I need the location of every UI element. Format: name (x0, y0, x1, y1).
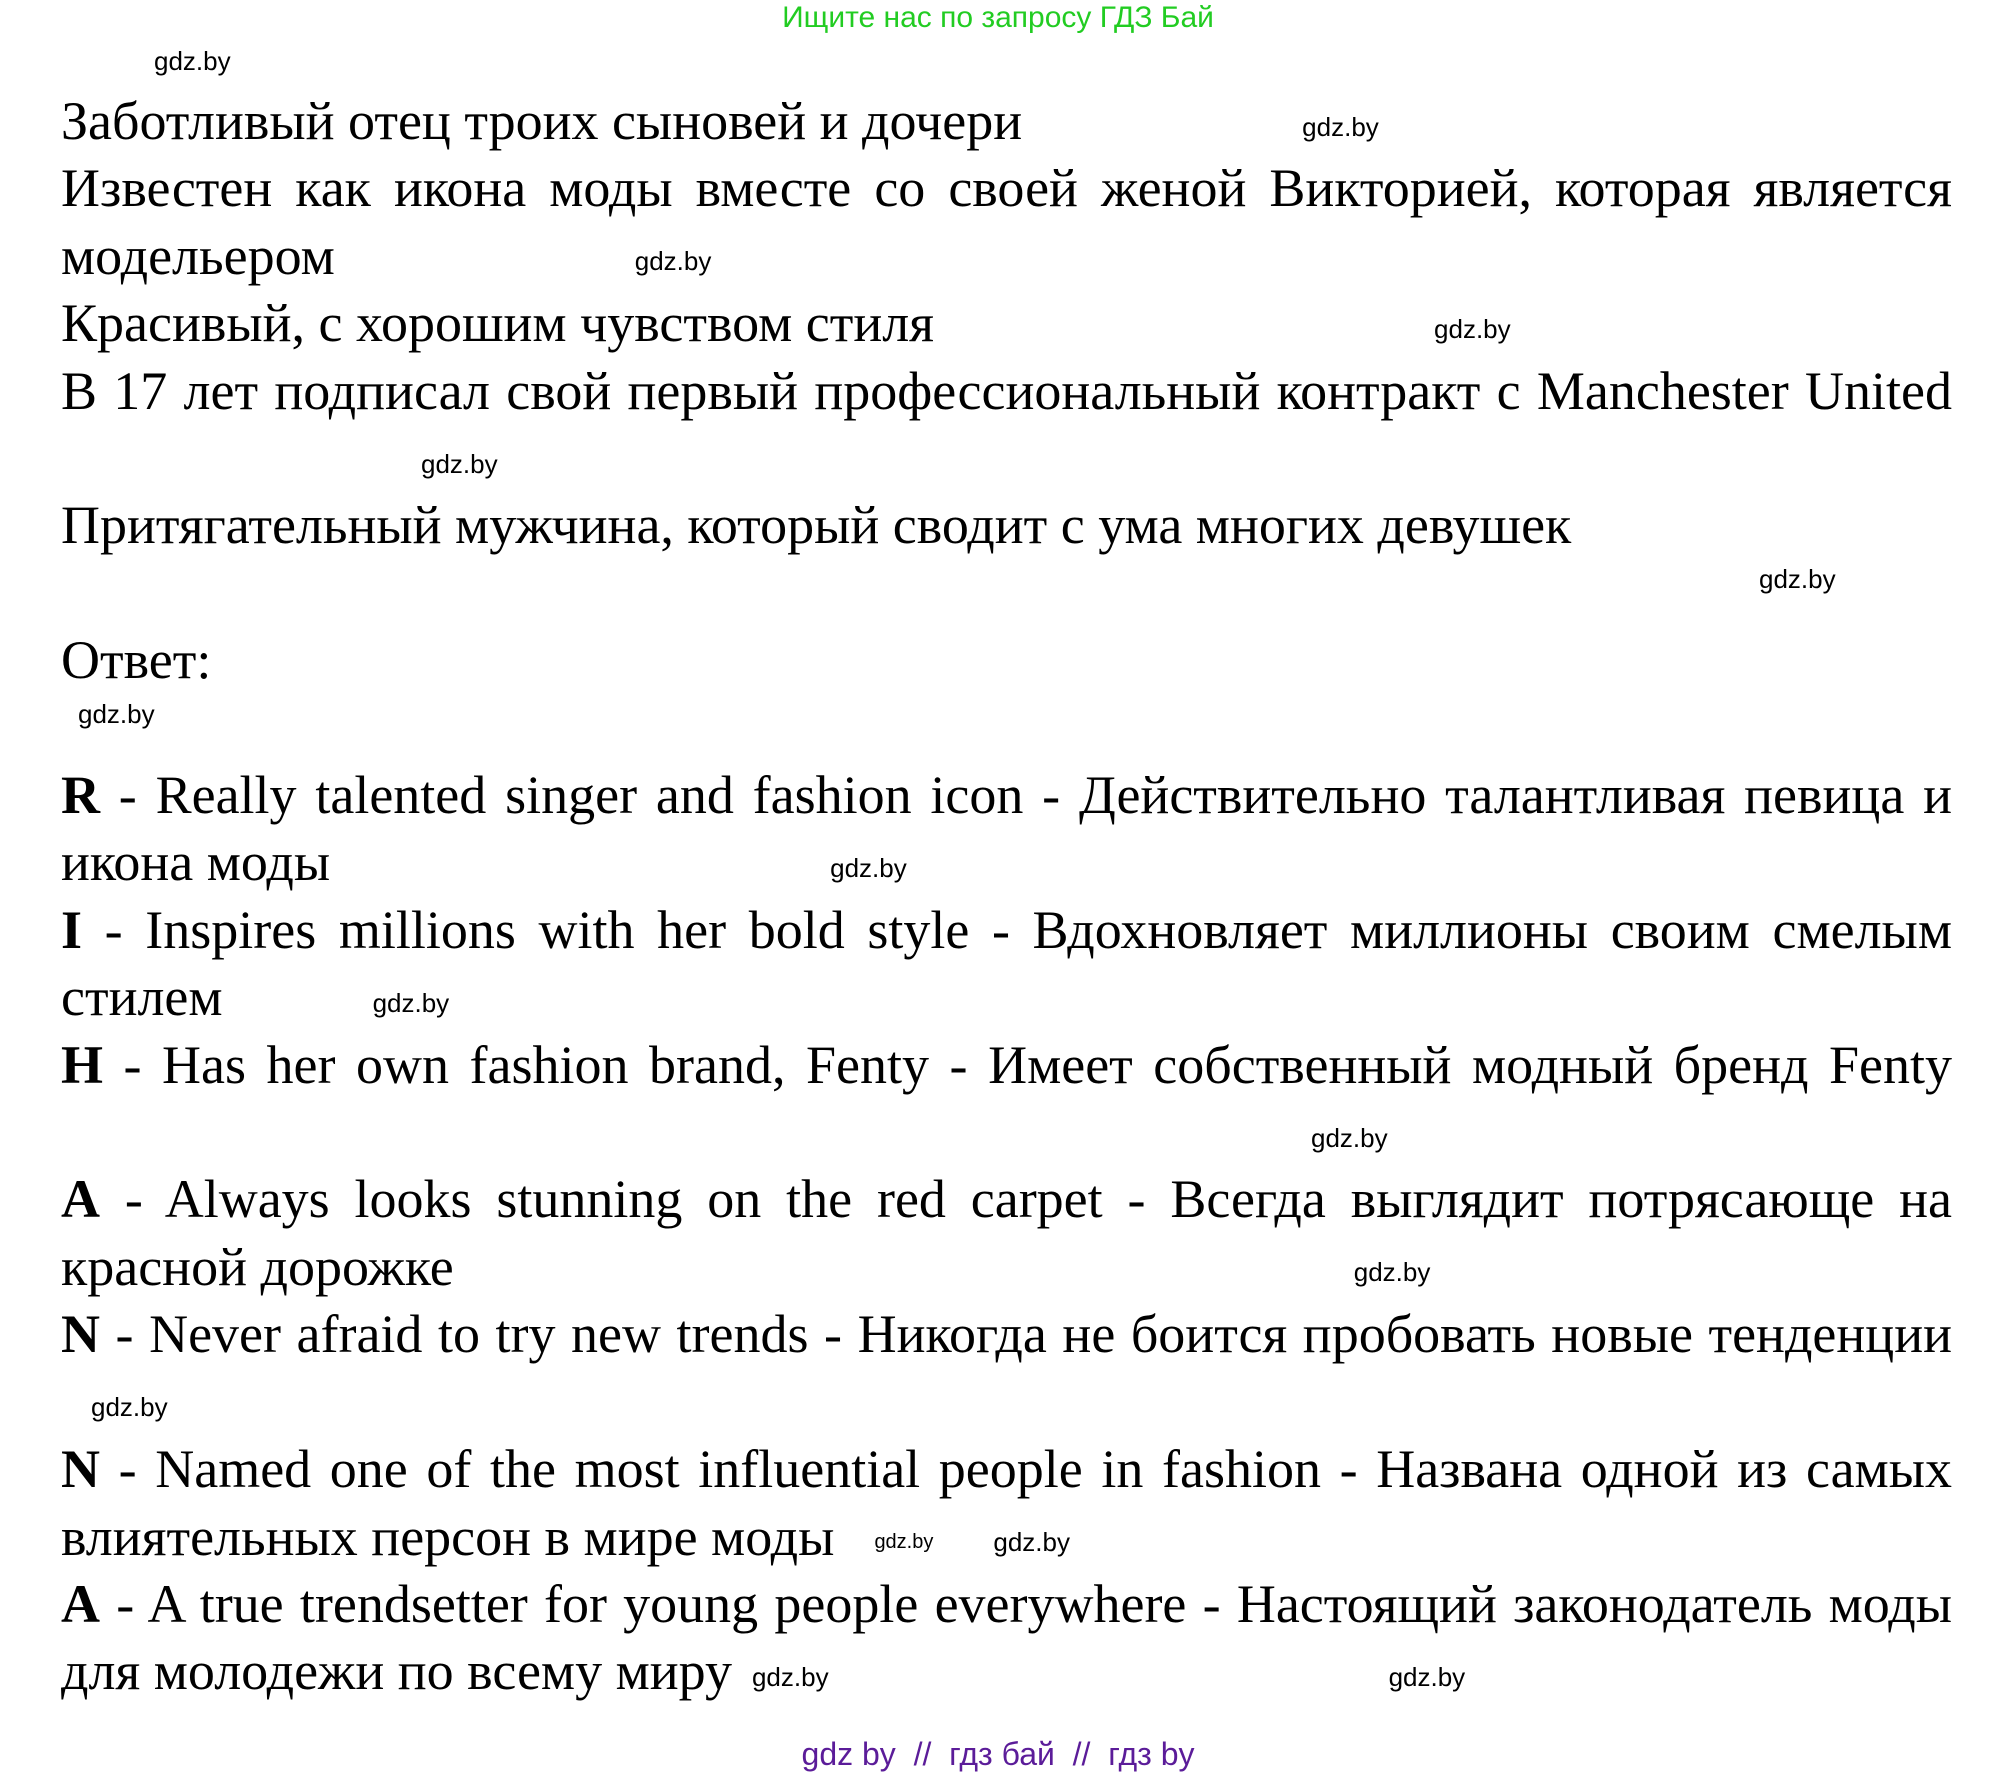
answer-letter: A (61, 1169, 100, 1230)
watermark: gdz.by (1434, 313, 1511, 344)
watermark: gdz.by (91, 1392, 168, 1423)
description-line: Заботливый отец троих сыновей и дочери (61, 91, 1023, 151)
answer-label: Ответ: (61, 630, 212, 691)
spacer (61, 695, 1952, 762)
answer-letter: N (61, 1304, 100, 1365)
answer-text: - Never afraid to try new trends - Никогда не боится пробовать новые тенденции (100, 1304, 1952, 1365)
description-line: Притягательный мужчина, который сводит с ума многих девушек (61, 495, 1572, 556)
answer-text: - Really talented singer and fashion icon - Действительно талантливая певица и икона моды (61, 765, 1952, 893)
search-hint-banner: Ищите нас по запросу ГДЗ Бай (782, 1, 1214, 34)
answer-letter: I (61, 899, 83, 960)
document-body (61, 88, 1952, 1706)
answer-text: - Inspires millions with her bold style - Вдохновляет миллионы своим смелым стилем (61, 899, 1952, 1028)
description-line: Известен как икона моды вместе со своей женой Викторией, которая является модельером (61, 158, 1952, 286)
answer-text: - Always looks stunning on the red carpet - Всегда выглядит потрясающе на красной дорожке (61, 1169, 1952, 1297)
watermark: gdz.by (1311, 1122, 1388, 1153)
description-item (61, 492, 1952, 559)
spacer (61, 560, 1952, 627)
answer-letter: R (61, 765, 100, 826)
answer-item (61, 1436, 1952, 1571)
answer-letter: N (61, 1439, 100, 1500)
description-item (61, 290, 1952, 357)
answer-item (61, 897, 1952, 1032)
watermark: gdz.by (751, 1661, 829, 1692)
answer-text: - A true trendsetter for young people everywhere - Настоящий законодатель моды для молодежи по всему миру (61, 1573, 1952, 1702)
answer-letter: A (61, 1573, 100, 1634)
watermark: gdz.by (830, 853, 907, 884)
watermark: gdz.by (874, 1531, 934, 1554)
answer-text: - Named one of the most influential people in fashion - Названа одной из самых влиятельных персон в мире моды (61, 1439, 1952, 1567)
description-item (61, 88, 1952, 155)
answer-item (61, 1301, 1952, 1436)
answer-item (61, 1571, 1952, 1706)
watermark: gdz.by (1302, 111, 1379, 142)
description-line: Красивый, с хорошим чувством стиля (61, 293, 935, 354)
watermark: gdz.by (372, 987, 450, 1018)
watermark: gdz.by (1388, 1661, 1466, 1692)
watermark: gdz.by (634, 246, 712, 277)
watermark: gdz.by (1759, 563, 1836, 594)
watermark: gdz.by (993, 1527, 1070, 1558)
answer-letter: H (61, 1034, 104, 1095)
watermark: gdz.by (421, 448, 498, 479)
description-item (61, 358, 1952, 493)
answer-item (61, 1032, 1952, 1167)
description-item (61, 155, 1952, 290)
answer-text: - Has her own fashion brand, Fenty - Имеет собственный модный бренд Fenty (103, 1034, 1952, 1095)
watermark: gdz.by (1353, 1257, 1431, 1288)
answer-item (61, 762, 1952, 897)
description-line: В 17 лет подписал свой первый профессиональный контракт с Manchester United (61, 360, 1952, 421)
footer-links: gdz by // гдз бай // гдз by (801, 1736, 1195, 1772)
watermark: gdz.by (78, 698, 155, 729)
answer-item (61, 1166, 1952, 1301)
watermark: gdz.by (154, 46, 231, 76)
